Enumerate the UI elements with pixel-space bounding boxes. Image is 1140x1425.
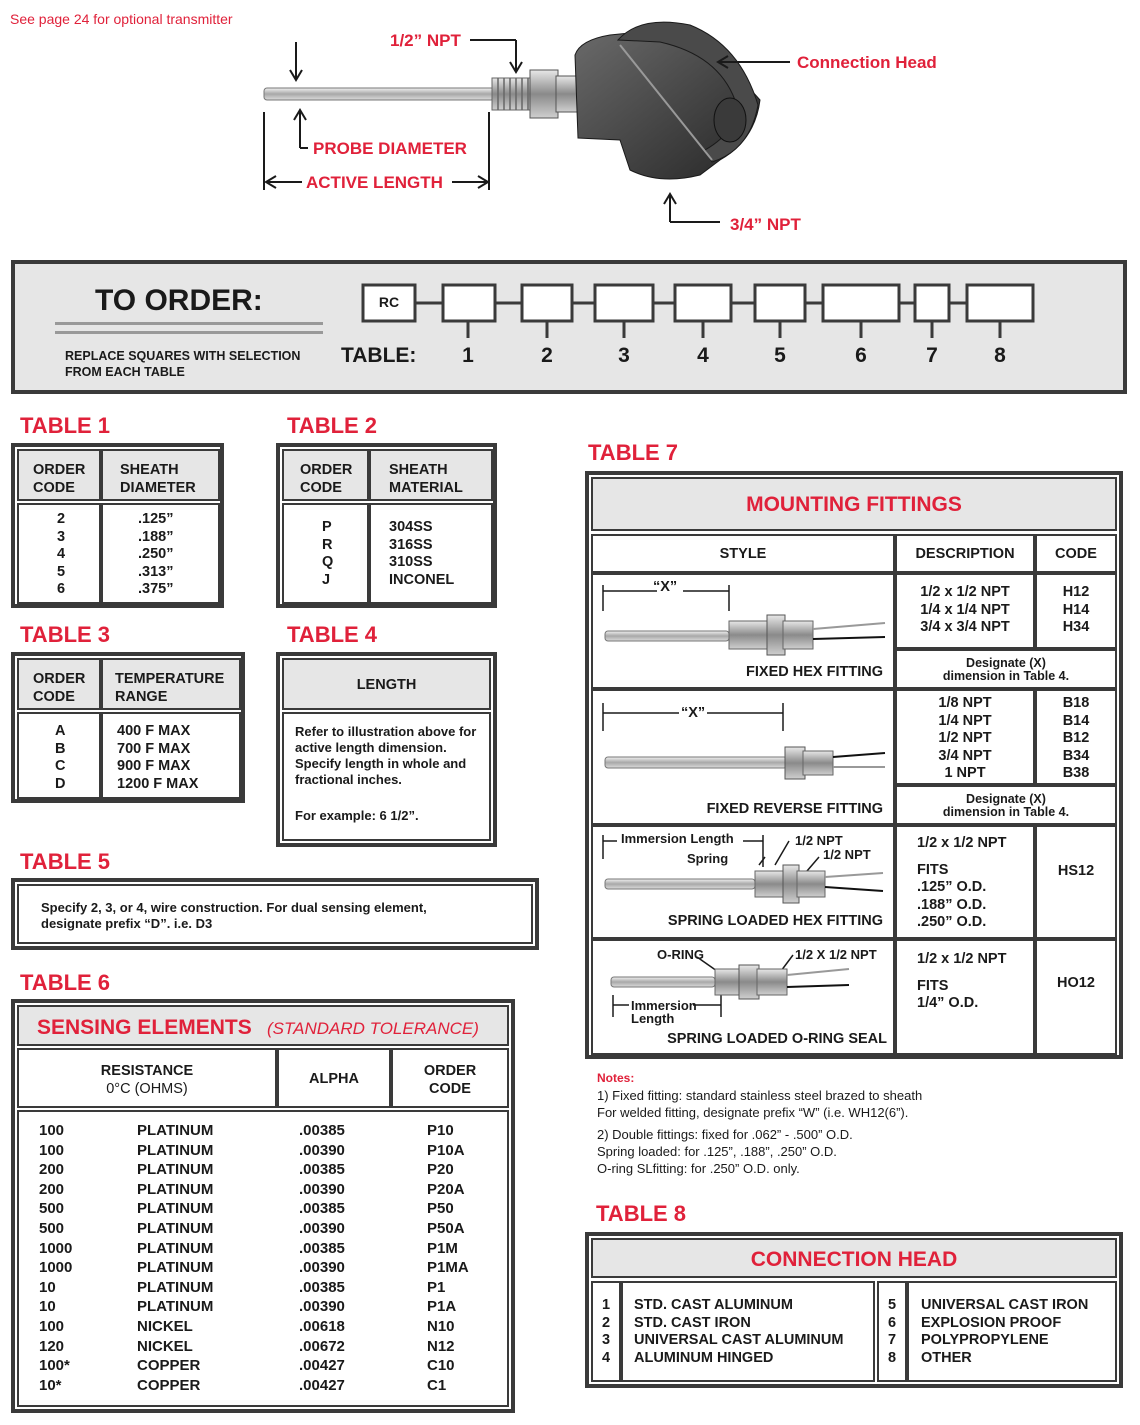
table-row — [19, 1161, 507, 1181]
element-cell: PLATINUM — [137, 1239, 214, 1257]
probe-rod — [264, 88, 494, 100]
element-cell: PLATINUM — [137, 1298, 214, 1316]
probe-diagram — [0, 0, 1140, 250]
table-row — [19, 1200, 507, 1220]
spring-hex-label: SPRING LOADED HEX FITTING — [667, 913, 883, 929]
code-cell: P10A — [427, 1141, 465, 1159]
code-cell: P1A — [427, 1298, 457, 1316]
table6-head-resistance — [17, 1048, 277, 1108]
head-line: RANGE — [115, 688, 168, 705]
code-box-6 — [823, 285, 899, 321]
text-line: active length dimension. — [295, 740, 447, 755]
alpha-cell: .00390 — [299, 1259, 345, 1277]
element-cell: PLATINUM — [137, 1278, 214, 1296]
resistance-cell: 500 — [39, 1200, 65, 1218]
table2-values — [369, 503, 493, 604]
oring-desc — [895, 939, 1035, 1055]
resistance-cell: 200 — [39, 1161, 65, 1179]
npt-label: 1/2 NPT — [823, 847, 871, 862]
order-number: 2 — [541, 344, 553, 367]
code-line: HO12 — [1057, 975, 1095, 991]
desc-line: 1/2 x 1/2 NPT — [917, 951, 1007, 967]
table6-title: TABLE 6 — [20, 970, 111, 995]
note-line: dimension in Table 4. — [942, 669, 1070, 683]
code-line: 6 — [887, 1314, 897, 1331]
head-line: CODE — [33, 479, 75, 496]
value-cell: INCONEL — [389, 571, 455, 588]
desc-line: 1/2 NPT — [938, 730, 992, 746]
code-box-3 — [595, 285, 653, 321]
table4-body — [282, 712, 491, 841]
table7-head-desc — [895, 534, 1035, 573]
code-cell: A — [55, 723, 66, 739]
code-cell: P50A — [427, 1219, 465, 1237]
fixed-hex-style-cell — [591, 573, 895, 689]
alpha-cell: .00390 — [299, 1180, 345, 1198]
code-box-7 — [915, 285, 949, 321]
desc-line: 1/4 NPT — [938, 712, 992, 729]
code-cell: N10 — [427, 1317, 455, 1335]
alpha-cell: .00672 — [299, 1337, 345, 1355]
resistance-cell: 10 — [39, 1278, 56, 1296]
table-row — [19, 1181, 507, 1201]
table8-title: TABLE 8 — [596, 1201, 687, 1226]
fixed-reverse-label: FIXED REVERSE FITTING — [706, 801, 883, 817]
code-cell: P1M — [427, 1239, 458, 1257]
note-line: O-ring SLfitting: for .250” O.D. only. — [597, 1161, 800, 1176]
head-line: 0°C (OHMS) — [106, 1080, 188, 1097]
item-line: EXPLOSION PROOF — [921, 1314, 1062, 1331]
desc-line: 1/2 x 1/2 NPT — [920, 584, 1010, 600]
head-line: SHEATH — [389, 462, 448, 478]
table1-head-diameter — [101, 449, 220, 501]
value-cell: .250” — [138, 546, 174, 562]
element-cell: NICKEL — [137, 1337, 193, 1355]
code-cell: P20 — [427, 1161, 454, 1179]
desc-line: 3/4 x 3/4 NPT — [920, 619, 1010, 635]
head-line: STYLE — [719, 546, 767, 562]
table1-codes — [17, 503, 101, 604]
alpha-cell: .00427 — [299, 1357, 345, 1375]
code-cell: C1 — [427, 1376, 447, 1394]
value-cell: .375” — [138, 581, 174, 597]
notes — [597, 1070, 922, 1177]
table3-head-range — [101, 658, 241, 710]
head-line: CODE — [1055, 546, 1097, 562]
spring-label: Spring — [687, 851, 729, 866]
code-line: 3 — [601, 1332, 611, 1348]
table1-title: TABLE 1 — [20, 413, 111, 438]
note-line: 2) Double fittings: fixed for .062” - .500” O.D. — [597, 1127, 853, 1142]
oring-seal-label: SPRING LOADED O-RING SEAL — [667, 1031, 887, 1047]
table7 — [585, 471, 1123, 1059]
table1-head-code — [17, 449, 101, 501]
code-line: B18 — [1062, 695, 1090, 711]
spring-hex-desc — [895, 825, 1035, 939]
alpha-cell: .00385 — [299, 1239, 345, 1257]
item-line: UNIVERSAL CAST IRON — [921, 1297, 1089, 1313]
to-order-panel — [11, 260, 1127, 394]
fixed-reverse-desc — [895, 689, 1035, 785]
table3 — [11, 652, 245, 803]
table7-banner — [591, 477, 1117, 531]
desc-line: .125” O.D. — [917, 879, 987, 895]
desc-line: .188” O.D. — [917, 896, 987, 913]
table5-body — [17, 884, 533, 944]
desc-line: 1/4 x 1/4 NPT — [920, 601, 1010, 618]
code-line: B12 — [1062, 730, 1090, 746]
order-number: 6 — [855, 344, 867, 367]
table2 — [276, 443, 497, 608]
desc-line: 3/4 NPT — [938, 747, 992, 764]
table3-head-code — [17, 658, 101, 710]
table6-banner — [17, 1005, 509, 1046]
alpha-cell: .00385 — [299, 1200, 345, 1218]
table1 — [11, 443, 224, 608]
element-cell: PLATINUM — [137, 1200, 214, 1218]
order-number: 5 — [774, 344, 786, 367]
alpha-cell: .00427 — [299, 1376, 345, 1394]
code-line: 5 — [887, 1297, 897, 1313]
item-line: POLYPROPYLENE — [921, 1332, 1049, 1348]
table-label: TABLE: — [341, 344, 417, 367]
item-line: STD. CAST IRON — [634, 1314, 751, 1331]
immersion-length-label: Immersion Length — [621, 831, 734, 846]
code-box-5 — [755, 285, 805, 321]
table-row — [19, 1279, 507, 1299]
table-row — [19, 1122, 507, 1142]
code-line: B14 — [1062, 712, 1090, 729]
x-dimension-label: “X” — [681, 705, 706, 721]
value-cell: 304SS — [389, 519, 433, 535]
value-cell: 700 F MAX — [117, 740, 191, 757]
code-line: 1 — [601, 1297, 611, 1313]
table3-codes — [17, 712, 101, 799]
table6-head-alpha — [277, 1048, 391, 1108]
code-line: 4 — [601, 1349, 611, 1366]
resistance-cell: 100 — [39, 1122, 65, 1139]
code-cell: P1MA — [427, 1259, 469, 1277]
probe-diameter-label: PROBE DIAMETER — [313, 139, 467, 158]
desc-line: 1/8 NPT — [938, 695, 992, 711]
value-cell: 316SS — [389, 536, 433, 553]
element-cell: PLATINUM — [137, 1161, 214, 1179]
note-line: Spring loaded: for .125”, .188”, .250” O.D. — [597, 1144, 837, 1159]
head-line: ORDER — [33, 671, 86, 687]
table-row — [19, 1240, 507, 1260]
table-row — [19, 1298, 507, 1318]
fixed-hex-label: FIXED HEX FITTING — [746, 664, 883, 680]
alpha-cell: .00390 — [299, 1141, 345, 1159]
fixed-reverse-codes — [1035, 689, 1117, 785]
element-cell: PLATINUM — [137, 1259, 214, 1277]
resistance-cell: 100 — [39, 1317, 65, 1335]
desc-line: 1/4” O.D. — [917, 995, 979, 1011]
active-length-label: ACTIVE LENGTH — [306, 173, 443, 192]
table2-codes — [282, 503, 369, 604]
table7-head-code — [1035, 534, 1117, 573]
item-line: ALUMINUM HINGED — [634, 1349, 774, 1366]
sensing-elements-heading: SENSING ELEMENTS — [37, 1016, 252, 1039]
connection-head-heading: CONNECTION HEAD — [750, 1248, 958, 1271]
resistance-cell: 10 — [39, 1298, 56, 1316]
note-line: Designate (X) — [966, 656, 1046, 670]
value-cell: 400 F MAX — [117, 723, 191, 739]
alpha-cell: .00385 — [299, 1278, 345, 1296]
item-line: UNIVERSAL CAST ALUMINUM — [634, 1332, 844, 1348]
head-line: ALPHA — [309, 1071, 359, 1087]
code-line: H34 — [1062, 619, 1090, 635]
element-cell: PLATINUM — [137, 1141, 214, 1159]
value-cell: .313” — [138, 563, 174, 580]
table6-head-code — [391, 1048, 509, 1108]
table8-right-codes — [877, 1281, 907, 1382]
note-line: 1) Fixed fitting: standard stainless steel brazed to sheath — [597, 1088, 923, 1103]
npt-label: 1/2 X 1/2 NPT — [795, 947, 877, 962]
example-line: For example: 6 1/2”. — [295, 808, 419, 823]
head-line: ORDER — [300, 462, 353, 478]
spring-hex-style-cell — [591, 825, 895, 939]
code-cell: 6 — [57, 581, 66, 597]
value-cell: .188” — [138, 528, 174, 545]
element-cell: COPPER — [137, 1376, 201, 1394]
code-cell: P50 — [427, 1200, 454, 1218]
alpha-cell: .00390 — [299, 1298, 345, 1316]
table4 — [276, 652, 497, 847]
notes-title: Notes: — [597, 1071, 635, 1085]
connection-head-label: Connection Head — [797, 53, 937, 72]
code-line: B38 — [1062, 765, 1090, 781]
desc-line: FITS — [917, 861, 949, 878]
table1-values — [101, 503, 220, 604]
note-line: Designate (X) — [966, 792, 1046, 806]
code-line: 8 — [887, 1349, 897, 1366]
element-cell: PLATINUM — [137, 1122, 214, 1139]
table-row — [19, 1357, 507, 1377]
alpha-cell: .00385 — [299, 1122, 345, 1139]
x-dimension-label: “X” — [653, 579, 678, 595]
table8-right-items — [907, 1281, 1117, 1382]
head-line: CODE — [300, 479, 342, 496]
to-order-title: TO ORDER: — [95, 284, 263, 317]
code-cell: D — [55, 775, 66, 792]
transmitter-note: See page 24 for optional transmitter — [10, 11, 233, 27]
code-cell: P — [322, 519, 332, 535]
table6-body — [17, 1110, 509, 1407]
fixed-hex-note — [895, 649, 1117, 689]
order-number: 3 — [618, 344, 630, 367]
immersion-label: Immersion — [631, 998, 697, 1013]
resistance-cell: 100 — [39, 1141, 65, 1159]
text-line: Refer to illustration above for — [295, 724, 477, 739]
npt-half-label: 1/2” NPT — [390, 31, 461, 50]
head-line: CODE — [33, 688, 75, 705]
code-line: 7 — [887, 1332, 897, 1348]
table3-values — [101, 712, 241, 799]
code-line: H14 — [1062, 601, 1090, 618]
order-code-boxes — [15, 264, 1125, 392]
instruction-line: REPLACE SQUARES WITH SELECTION — [65, 349, 301, 363]
table8-banner — [591, 1238, 1117, 1278]
resistance-cell: 500 — [39, 1219, 65, 1237]
table-row — [19, 1338, 507, 1358]
table-row — [19, 1377, 507, 1397]
code-line: B34 — [1062, 747, 1090, 764]
desc-line: 1 NPT — [944, 765, 986, 781]
value-cell: .125” — [138, 511, 174, 527]
code-cell: R — [322, 536, 333, 553]
npt-label: 1/2 NPT — [795, 833, 843, 848]
code-cell: 3 — [57, 528, 66, 545]
element-cell: PLATINUM — [137, 1219, 214, 1237]
head-line: DIAMETER — [120, 479, 196, 496]
immersion-label: Length — [631, 1011, 675, 1026]
code-cell: N12 — [427, 1337, 455, 1355]
head-line: ORDER — [423, 1063, 477, 1079]
code-cell: 5 — [57, 563, 66, 580]
head-line: CODE — [429, 1080, 471, 1097]
prefix-code: RC — [378, 294, 400, 310]
order-number: 7 — [926, 344, 938, 367]
fixed-reverse-note — [895, 785, 1117, 825]
code-cell: B — [55, 740, 66, 757]
code-cell: P1 — [427, 1278, 446, 1296]
alpha-cell: .00390 — [299, 1219, 345, 1237]
code-cell: J — [322, 571, 331, 588]
table2-head-material — [369, 449, 493, 501]
table7-head-style — [591, 534, 895, 573]
resistance-cell: 120 — [39, 1337, 65, 1355]
value-cell: 1200 F MAX — [117, 775, 199, 792]
code-box-2 — [522, 285, 572, 321]
head-line: RESISTANCE — [100, 1063, 194, 1079]
element-cell: NICKEL — [137, 1317, 193, 1335]
code-box-4 — [675, 285, 731, 321]
text-line: Specify length in whole and — [295, 756, 467, 771]
oring-style-cell — [591, 939, 895, 1055]
text-line: designate prefix “D”. i.e. D3 — [41, 916, 213, 931]
resistance-cell: 100* — [39, 1357, 70, 1375]
resistance-cell: 1000 — [39, 1239, 73, 1257]
alpha-cell: .00385 — [299, 1161, 345, 1179]
code-cell: Q — [322, 554, 334, 570]
code-cell: 4 — [57, 546, 66, 562]
text-line: fractional inches. — [295, 772, 402, 787]
code-cell: C10 — [427, 1357, 455, 1375]
oring-label: O-RING — [657, 947, 704, 962]
code-cell: 2 — [57, 511, 66, 527]
table-row — [19, 1142, 507, 1162]
standard-tolerance-subheading: (STANDARD TOLERANCE) — [267, 1019, 479, 1038]
table4-title: TABLE 4 — [287, 622, 378, 647]
note-line: dimension in Table 4. — [942, 805, 1070, 819]
table7-title: TABLE 7 — [588, 440, 679, 465]
resistance-cell: 1000 — [39, 1259, 73, 1277]
head-line: TEMPERATURE — [115, 671, 225, 687]
resistance-cell: 10* — [39, 1376, 62, 1394]
note-line: For welded fitting, designate prefix “W” (i.e. WH12(6”). — [597, 1105, 909, 1120]
fixed-hex-desc — [895, 573, 1035, 649]
head-line: ORDER — [33, 462, 86, 478]
npt-threequarter-label: 3/4” NPT — [730, 215, 801, 234]
item-line: OTHER — [921, 1349, 972, 1366]
mounting-fittings-heading: MOUNTING FITTINGS — [746, 493, 962, 516]
table4-head — [282, 658, 491, 710]
order-number: 4 — [697, 344, 709, 367]
fixed-hex-codes — [1035, 573, 1117, 649]
desc-line: 1/2 x 1/2 NPT — [917, 835, 1007, 851]
spring-hex-code — [1035, 825, 1117, 939]
table8-left-items — [621, 1281, 875, 1382]
code-line: HS12 — [1057, 863, 1095, 879]
resistance-cell: 200 — [39, 1180, 65, 1198]
table5-title: TABLE 5 — [20, 849, 111, 874]
code-box-8 — [967, 285, 1033, 321]
oring-code — [1035, 939, 1117, 1055]
code-cell: P10 — [427, 1122, 454, 1139]
code-box-1 — [443, 285, 495, 321]
element-cell: COPPER — [137, 1357, 201, 1375]
code-cell: P20A — [427, 1180, 465, 1198]
table-row — [19, 1259, 507, 1279]
table-row — [19, 1318, 507, 1338]
head-line: DESCRIPTION — [915, 546, 1015, 562]
value-cell: 310SS — [389, 554, 433, 570]
desc-line: .250” O.D. — [917, 914, 987, 930]
head-line: SHEATH — [120, 462, 179, 478]
table-row — [19, 1220, 507, 1240]
table2-title: TABLE 2 — [287, 413, 378, 438]
length-head: LENGTH — [356, 677, 417, 693]
head-line: MATERIAL — [389, 479, 463, 496]
order-number: 1 — [462, 344, 474, 367]
element-cell: PLATINUM — [137, 1180, 214, 1198]
code-cell: C — [55, 758, 66, 774]
table6 — [11, 999, 515, 1413]
table5 — [11, 878, 539, 950]
item-line: STD. CAST ALUMINUM — [634, 1297, 793, 1313]
code-line: 2 — [601, 1314, 611, 1331]
code-line: H12 — [1062, 584, 1090, 600]
table2-head-code — [282, 449, 369, 501]
order-number: 8 — [994, 344, 1006, 367]
value-cell: 900 F MAX — [117, 758, 191, 774]
instruction-line: FROM EACH TABLE — [65, 365, 185, 379]
alpha-cell: .00618 — [299, 1317, 345, 1335]
desc-line: FITS — [917, 977, 949, 994]
text-line: Specify 2, 3, or 4, wire construction. For dual sensing element, — [41, 900, 427, 915]
hex-nut — [530, 70, 558, 118]
table8-left-codes — [591, 1281, 621, 1382]
table8 — [585, 1232, 1123, 1388]
table3-title: TABLE 3 — [20, 622, 111, 647]
fixed-reverse-style-cell — [591, 689, 895, 825]
